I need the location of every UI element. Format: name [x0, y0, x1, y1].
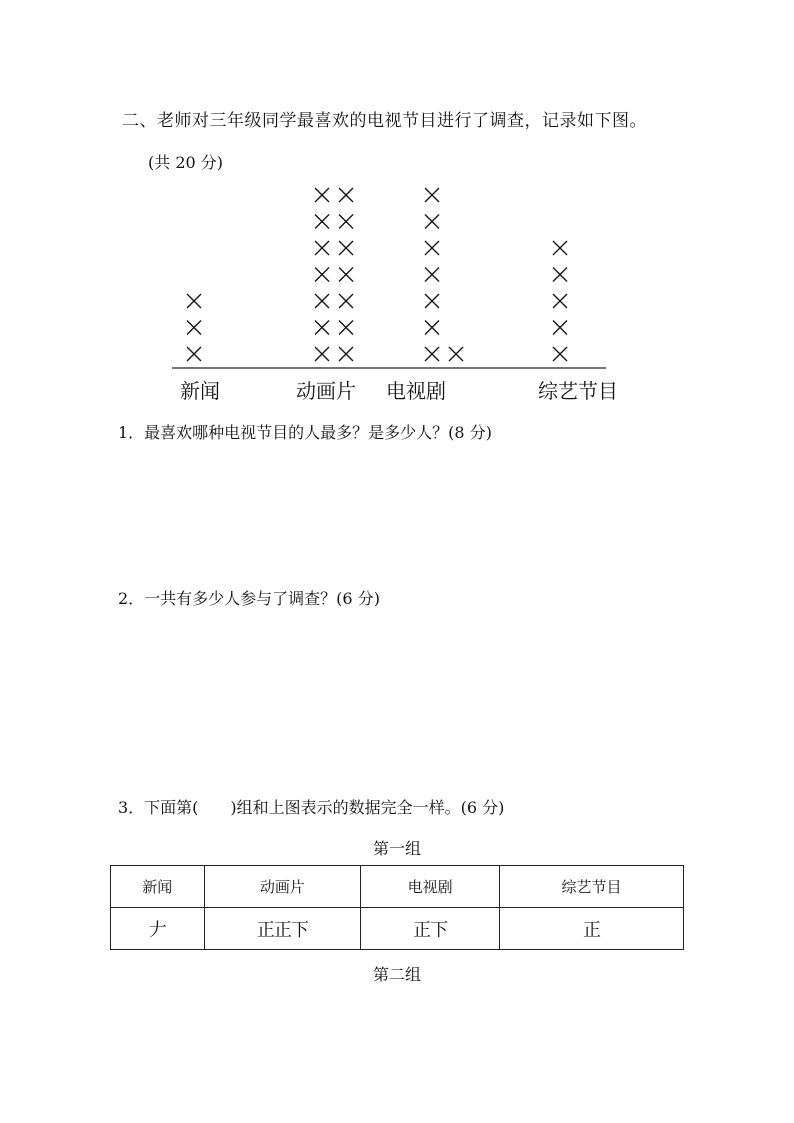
cross-mark — [553, 241, 567, 255]
tally-cell: 正下 — [361, 908, 500, 950]
cross-mark — [425, 241, 439, 255]
table-header-cell: 电视剧 — [361, 866, 500, 908]
cross-mark — [553, 347, 567, 361]
cross-mark — [315, 268, 329, 282]
tally-cell: 正正下 — [204, 908, 361, 950]
cross-mark — [315, 294, 329, 308]
cross-mark — [339, 294, 353, 308]
tally-cell: 𠂇 — [111, 908, 205, 950]
cross-mark — [339, 347, 353, 361]
table-row — [111, 908, 684, 950]
cross-mark — [315, 215, 329, 229]
group1-table — [110, 865, 684, 950]
cross-mark — [425, 347, 439, 361]
cross-mark — [315, 241, 329, 255]
cross-mark — [339, 321, 353, 335]
table-header-row — [111, 866, 684, 908]
section-points: (共 20 分) — [148, 153, 224, 172]
cross-mark — [315, 188, 329, 202]
group1-caption: 第一组 — [372, 839, 421, 858]
question-3: 3．下面第( )组和上图表示的数据完全一样。(6 分) — [118, 798, 505, 817]
cross-mark — [315, 347, 329, 361]
cross-mark — [553, 268, 567, 282]
cross-mark — [339, 215, 353, 229]
cross-mark — [315, 321, 329, 335]
group2-caption: 第二组 — [372, 965, 421, 984]
category-label: 新闻 — [180, 379, 220, 403]
cross-mark — [449, 347, 463, 361]
cross-mark — [425, 188, 439, 202]
table-header-cell: 综艺节目 — [500, 866, 684, 908]
category-label: 综艺节目 — [538, 379, 618, 403]
question-2: 2．一共有多少人参与了调查？(6 分) — [118, 589, 380, 608]
cross-mark — [553, 294, 567, 308]
pictograph-chart — [160, 175, 620, 407]
cross-mark — [553, 321, 567, 335]
cross-mark — [187, 347, 201, 361]
cross-mark — [425, 321, 439, 335]
section-heading: 二、老师对三年级同学最喜欢的电视节目进行了调查，记录如下图。 — [122, 111, 647, 131]
cross-mark — [339, 188, 353, 202]
cross-mark — [187, 294, 201, 308]
cross-mark — [425, 268, 439, 282]
tally-cell: 正 — [500, 908, 684, 950]
category-label: 电视剧 — [386, 379, 446, 403]
table-header-cell: 新闻 — [111, 866, 205, 908]
table-header-cell: 动画片 — [204, 866, 361, 908]
cross-mark — [187, 321, 201, 335]
question-1: 1．最喜欢哪种电视节目的人最多？是多少人？(8 分) — [118, 423, 492, 442]
cross-mark — [425, 215, 439, 229]
cross-mark — [339, 268, 353, 282]
category-label: 动画片 — [296, 379, 356, 403]
cross-mark — [339, 241, 353, 255]
cross-mark — [425, 294, 439, 308]
